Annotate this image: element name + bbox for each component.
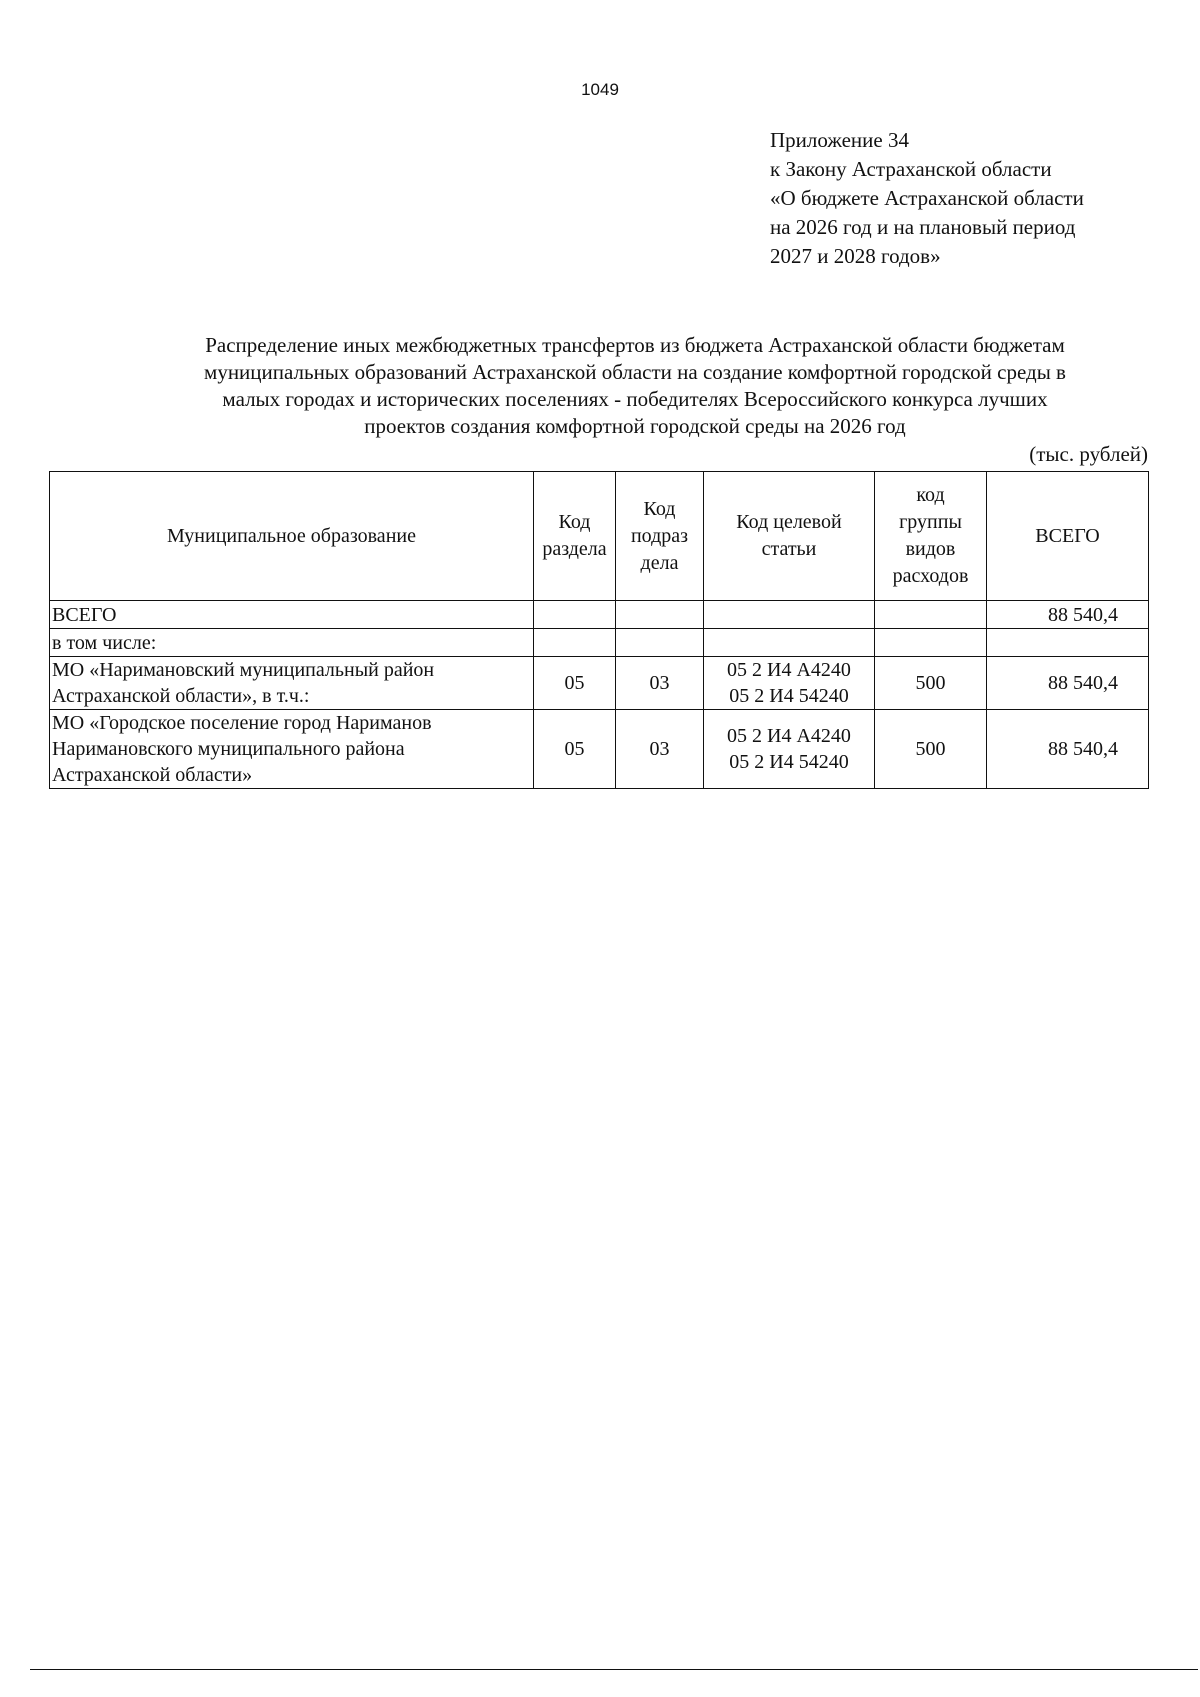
cell-municipality: МО «Городское поселение город Нариманов Наримановского муниципального района Астраханской области» — [50, 710, 534, 789]
table-header-row — [50, 472, 1149, 601]
cell-section — [534, 629, 616, 657]
table-row — [50, 710, 1149, 789]
cell-municipality: в том числе: — [50, 629, 534, 657]
document-title — [130, 332, 1140, 440]
header-subsection-code: Код подраз дела — [616, 472, 704, 601]
cell-total — [987, 629, 1149, 657]
cell-total: 88 540,4 — [987, 710, 1149, 789]
cell-section: 05 — [534, 657, 616, 710]
header-total: ВСЕГО — [987, 472, 1149, 601]
cell-subsection — [616, 601, 704, 629]
cell-target: 05 2 И4 А4240 05 2 И4 54240 — [704, 657, 875, 710]
cell-group: 500 — [875, 657, 987, 710]
appendix-line: к Закону Астраханской области — [770, 157, 1052, 181]
title-line: муниципальных образований Астраханской области на создание комфортной городской среды в — [204, 360, 1066, 384]
header-expense-group: код группы видов расходов — [875, 472, 987, 601]
units-label: (тыс. рублей) — [1029, 442, 1148, 466]
table-row — [50, 601, 1149, 629]
table-row — [50, 657, 1149, 710]
table-row — [50, 629, 1149, 657]
cell-total: 88 540,4 — [987, 657, 1149, 710]
header-target-code: Код целевой статьи — [704, 472, 875, 601]
transfers-table — [49, 471, 1149, 789]
cell-group — [875, 601, 987, 629]
appendix-line: 2027 и 2028 годов» — [770, 244, 941, 268]
cell-section — [534, 601, 616, 629]
cell-municipality: МО «Наримановский муниципальный район Астраханской области», в т.ч.: — [50, 657, 534, 710]
bottom-divider — [30, 1669, 1198, 1670]
appendix-line: «О бюджете Астраханской области — [770, 186, 1084, 210]
cell-subsection: 03 — [616, 710, 704, 789]
cell-group — [875, 629, 987, 657]
page-number: 1049 — [581, 80, 619, 99]
cell-subsection — [616, 629, 704, 657]
header-section-code: Код раздела — [534, 472, 616, 601]
title-line: проектов создания комфортной городской среды на 2026 год — [364, 414, 906, 438]
cell-target — [704, 601, 875, 629]
cell-municipality: ВСЕГО — [50, 601, 534, 629]
cell-target: 05 2 И4 А4240 05 2 И4 54240 — [704, 710, 875, 789]
cell-group: 500 — [875, 710, 987, 789]
header-municipality: Муниципальное образование — [50, 472, 534, 601]
title-line: Распределение иных межбюджетных трансфертов из бюджета Астраханской области бюджетам — [205, 333, 1065, 357]
title-line: малых городах и исторических поселениях - победителях Всероссийского конкурса лучших — [222, 387, 1048, 411]
cell-section: 05 — [534, 710, 616, 789]
cell-total: 88 540,4 — [987, 601, 1149, 629]
appendix-line: на 2026 год и на плановый период — [770, 215, 1076, 239]
cell-subsection: 03 — [616, 657, 704, 710]
appendix-reference — [770, 126, 1170, 271]
cell-target — [704, 629, 875, 657]
appendix-line: Приложение 34 — [770, 128, 909, 152]
